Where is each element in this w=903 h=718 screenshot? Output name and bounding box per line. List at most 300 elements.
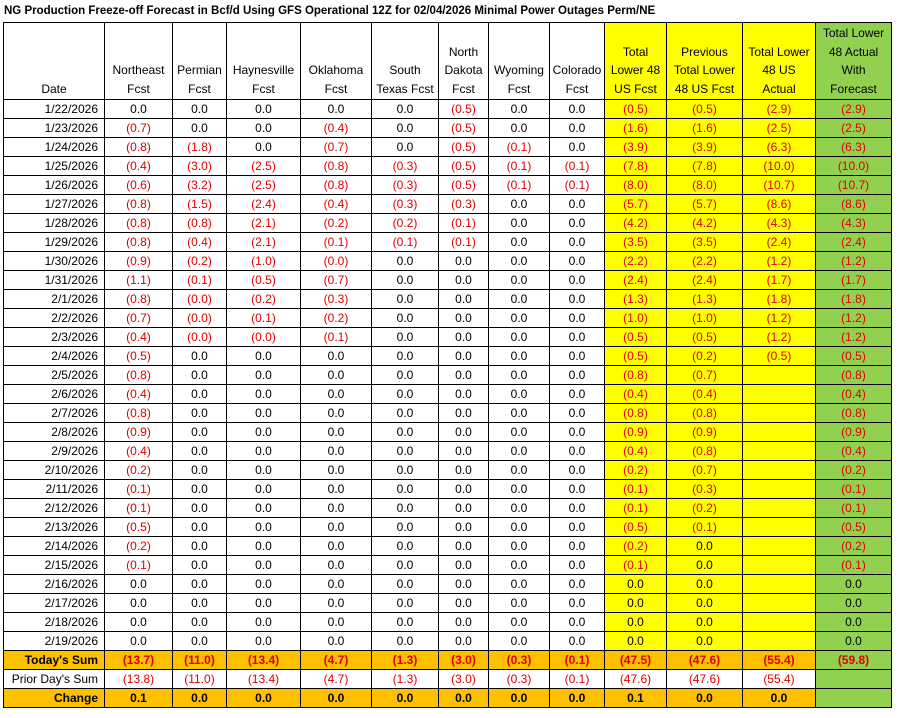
cell-total-fcst: (0.4)	[605, 385, 667, 404]
cell-date: 2/14/2026	[4, 537, 105, 556]
cell-wyoming: 0.0	[489, 480, 550, 499]
chg-cell-north-dakota: 0.0	[439, 689, 489, 708]
cell-south-texas: (0.2)	[372, 214, 439, 233]
cell-total-actual	[743, 613, 816, 632]
cell-actual-with-forecast: (4.3)	[816, 214, 892, 233]
cell-colorado: 0.0	[550, 613, 605, 632]
cell-oklahoma: 0.0	[301, 442, 372, 461]
cell-total-actual: (10.0)	[743, 157, 816, 176]
cell-date: 1/30/2026	[4, 252, 105, 271]
cell-colorado: 0.0	[550, 442, 605, 461]
cell-northeast: (0.1)	[105, 556, 173, 575]
cell-northeast: (0.5)	[105, 347, 173, 366]
cell-oklahoma: (0.2)	[301, 309, 372, 328]
table-row	[4, 423, 892, 442]
cell-total-actual: (1.8)	[743, 290, 816, 309]
cell-colorado: 0.0	[550, 347, 605, 366]
cell-haynesville: 0.0	[227, 594, 301, 613]
cell-actual-with-forecast: (1.2)	[816, 252, 892, 271]
header-total-actual: Total Lower 48 US Actual	[743, 23, 816, 100]
cell-south-texas: 0.0	[372, 499, 439, 518]
table-row	[4, 480, 892, 499]
cell-date: 1/29/2026	[4, 233, 105, 252]
cell-oklahoma: 0.0	[301, 632, 372, 651]
cell-date: 1/22/2026	[4, 100, 105, 119]
cell-oklahoma: (0.4)	[301, 195, 372, 214]
cell-north-dakota: 0.0	[439, 556, 489, 575]
cell-date: 2/7/2026	[4, 404, 105, 423]
sum-cell-colorado: (0.1)	[550, 651, 605, 670]
cell-north-dakota: (0.3)	[439, 195, 489, 214]
cell-total-fcst: (1.0)	[605, 309, 667, 328]
cell-date: 1/24/2026	[4, 138, 105, 157]
cell-south-texas: 0.0	[372, 575, 439, 594]
cell-date: 2/5/2026	[4, 366, 105, 385]
cell-oklahoma: (0.2)	[301, 214, 372, 233]
chg-cell-colorado: 0.0	[550, 689, 605, 708]
cell-wyoming: 0.0	[489, 366, 550, 385]
table-row	[4, 252, 892, 271]
sum-cell-previous-total-fcst: (47.6)	[667, 651, 743, 670]
cell-previous-total-fcst: (0.5)	[667, 328, 743, 347]
cell-actual-with-forecast: 0.0	[816, 613, 892, 632]
table-row	[4, 518, 892, 537]
cell-actual-with-forecast: (2.4)	[816, 233, 892, 252]
chg-cell-previous-total-fcst: 0.0	[667, 689, 743, 708]
cell-south-texas: 0.0	[372, 100, 439, 119]
cell-oklahoma: (0.3)	[301, 290, 372, 309]
cell-permian: 0.0	[173, 613, 227, 632]
report-title: NG Production Freeze-off Forecast in Bcf/d Using GFS Operational 12Z for 02/04/2026 Minimal Power Outages Perm/NE	[4, 5, 656, 17]
cell-permian: 0.0	[173, 594, 227, 613]
header-wyoming: Wyoming Fcst	[489, 23, 550, 100]
cell-previous-total-fcst: (0.7)	[667, 366, 743, 385]
cell-previous-total-fcst: (0.2)	[667, 499, 743, 518]
table-row	[4, 119, 892, 138]
cell-oklahoma: (0.0)	[301, 252, 372, 271]
cell-south-texas: (0.3)	[372, 157, 439, 176]
cell-permian: 0.0	[173, 404, 227, 423]
cell-south-texas: 0.0	[372, 537, 439, 556]
cell-north-dakota: 0.0	[439, 366, 489, 385]
cell-actual-with-forecast: (0.1)	[816, 556, 892, 575]
cell-wyoming: 0.0	[489, 328, 550, 347]
cell-south-texas: (0.3)	[372, 176, 439, 195]
table-row	[4, 556, 892, 575]
cell-oklahoma: 0.0	[301, 404, 372, 423]
chg-cell-total-fcst: 0.1	[605, 689, 667, 708]
cell-northeast: (0.4)	[105, 385, 173, 404]
cell-actual-with-forecast: (2.5)	[816, 119, 892, 138]
table-row	[4, 613, 892, 632]
cell-total-fcst: (0.2)	[605, 461, 667, 480]
cell-colorado: 0.0	[550, 594, 605, 613]
cell-date: 1/23/2026	[4, 119, 105, 138]
prior-cell-date: Prior Day's Sum	[4, 670, 105, 689]
cell-wyoming: 0.0	[489, 271, 550, 290]
cell-north-dakota: 0.0	[439, 423, 489, 442]
cell-permian: (1.8)	[173, 138, 227, 157]
cell-oklahoma: 0.0	[301, 423, 372, 442]
cell-wyoming: 0.0	[489, 233, 550, 252]
cell-date: 2/17/2026	[4, 594, 105, 613]
cell-south-texas: 0.0	[372, 404, 439, 423]
cell-colorado: (0.1)	[550, 157, 605, 176]
cell-previous-total-fcst: (2.2)	[667, 252, 743, 271]
cell-permian: 0.0	[173, 480, 227, 499]
cell-date: 2/11/2026	[4, 480, 105, 499]
cell-total-fcst: 0.0	[605, 594, 667, 613]
cell-date: 2/1/2026	[4, 290, 105, 309]
cell-oklahoma: 0.0	[301, 461, 372, 480]
cell-south-texas: 0.0	[372, 423, 439, 442]
cell-north-dakota: (0.5)	[439, 138, 489, 157]
cell-oklahoma: (0.1)	[301, 328, 372, 347]
cell-colorado: (0.1)	[550, 176, 605, 195]
cell-north-dakota: (0.5)	[439, 119, 489, 138]
cell-south-texas: (0.3)	[372, 195, 439, 214]
cell-total-actual	[743, 594, 816, 613]
cell-date: 1/28/2026	[4, 214, 105, 233]
cell-wyoming: (0.1)	[489, 138, 550, 157]
chg-cell-haynesville: 0.0	[227, 689, 301, 708]
cell-colorado: 0.0	[550, 404, 605, 423]
cell-wyoming: 0.0	[489, 195, 550, 214]
table-row	[4, 385, 892, 404]
cell-permian: (0.0)	[173, 309, 227, 328]
cell-northeast: (0.1)	[105, 480, 173, 499]
cell-colorado: 0.0	[550, 214, 605, 233]
cell-haynesville: (2.5)	[227, 157, 301, 176]
table-row	[4, 290, 892, 309]
cell-total-fcst: (1.6)	[605, 119, 667, 138]
cell-previous-total-fcst: (4.2)	[667, 214, 743, 233]
cell-date: 2/18/2026	[4, 613, 105, 632]
cell-permian: (0.8)	[173, 214, 227, 233]
cell-northeast: (0.8)	[105, 214, 173, 233]
prior-cell-total-actual: (55.4)	[743, 670, 816, 689]
cell-total-actual: (1.2)	[743, 328, 816, 347]
cell-total-actual: (1.2)	[743, 309, 816, 328]
prior-cell-permian: (11.0)	[173, 670, 227, 689]
table-body	[4, 100, 892, 708]
cell-oklahoma: (0.8)	[301, 157, 372, 176]
cell-total-actual	[743, 423, 816, 442]
cell-total-fcst: (4.2)	[605, 214, 667, 233]
cell-colorado: 0.0	[550, 480, 605, 499]
cell-previous-total-fcst: (0.1)	[667, 518, 743, 537]
header-haynesville: Haynesville Fcst	[227, 23, 301, 100]
cell-south-texas: 0.0	[372, 461, 439, 480]
cell-actual-with-forecast: (10.7)	[816, 176, 892, 195]
cell-date: 2/2/2026	[4, 309, 105, 328]
cell-total-fcst: (5.7)	[605, 195, 667, 214]
cell-date: 1/27/2026	[4, 195, 105, 214]
header-date: Date	[4, 23, 105, 100]
cell-total-fcst: (0.5)	[605, 100, 667, 119]
cell-total-fcst: (1.3)	[605, 290, 667, 309]
cell-haynesville: 0.0	[227, 556, 301, 575]
cell-previous-total-fcst: (1.3)	[667, 290, 743, 309]
cell-total-actual: (4.3)	[743, 214, 816, 233]
cell-north-dakota: 0.0	[439, 309, 489, 328]
table-row	[4, 271, 892, 290]
cell-south-texas: 0.0	[372, 366, 439, 385]
cell-south-texas: 0.0	[372, 138, 439, 157]
cell-total-actual: (2.4)	[743, 233, 816, 252]
cell-actual-with-forecast: (0.9)	[816, 423, 892, 442]
prior-cell-total-fcst: (47.6)	[605, 670, 667, 689]
cell-previous-total-fcst: (0.8)	[667, 442, 743, 461]
cell-previous-total-fcst: (0.9)	[667, 423, 743, 442]
cell-total-actual: (1.7)	[743, 271, 816, 290]
cell-north-dakota: 0.0	[439, 575, 489, 594]
cell-actual-with-forecast: (0.4)	[816, 385, 892, 404]
table-row	[4, 214, 892, 233]
header-permian: Permian Fcst	[173, 23, 227, 100]
table-row	[4, 176, 892, 195]
cell-total-actual	[743, 385, 816, 404]
cell-oklahoma: (0.7)	[301, 271, 372, 290]
cell-colorado: 0.0	[550, 537, 605, 556]
cell-haynesville: (2.1)	[227, 214, 301, 233]
cell-north-dakota: 0.0	[439, 328, 489, 347]
cell-previous-total-fcst: 0.0	[667, 613, 743, 632]
cell-haynesville: 0.0	[227, 100, 301, 119]
prior-row	[4, 670, 892, 689]
cell-colorado: 0.0	[550, 271, 605, 290]
sum-cell-total-actual: (55.4)	[743, 651, 816, 670]
cell-haynesville: 0.0	[227, 480, 301, 499]
cell-total-fcst: (3.9)	[605, 138, 667, 157]
cell-previous-total-fcst: 0.0	[667, 594, 743, 613]
cell-haynesville: (2.1)	[227, 233, 301, 252]
cell-northeast: (0.7)	[105, 309, 173, 328]
cell-total-fcst: (0.1)	[605, 499, 667, 518]
cell-total-actual	[743, 575, 816, 594]
cell-northeast: 0.0	[105, 632, 173, 651]
cell-previous-total-fcst: (0.3)	[667, 480, 743, 499]
cell-total-actual	[743, 499, 816, 518]
cell-permian: 0.0	[173, 575, 227, 594]
cell-total-fcst: (0.8)	[605, 366, 667, 385]
cell-northeast: (0.5)	[105, 518, 173, 537]
cell-total-fcst: (0.1)	[605, 556, 667, 575]
cell-oklahoma: 0.0	[301, 366, 372, 385]
cell-total-actual	[743, 556, 816, 575]
cell-total-actual	[743, 461, 816, 480]
cell-permian: (1.5)	[173, 195, 227, 214]
cell-northeast: (0.8)	[105, 366, 173, 385]
cell-northeast: (0.1)	[105, 499, 173, 518]
cell-northeast: (0.8)	[105, 195, 173, 214]
table-row	[4, 309, 892, 328]
cell-colorado: 0.0	[550, 385, 605, 404]
cell-south-texas: 0.0	[372, 290, 439, 309]
cell-date: 2/6/2026	[4, 385, 105, 404]
table-row	[4, 100, 892, 119]
cell-south-texas: 0.0	[372, 480, 439, 499]
cell-wyoming: 0.0	[489, 442, 550, 461]
sum-cell-oklahoma: (4.7)	[301, 651, 372, 670]
table-row	[4, 328, 892, 347]
cell-actual-with-forecast: (0.5)	[816, 518, 892, 537]
cell-haynesville: 0.0	[227, 537, 301, 556]
cell-permian: 0.0	[173, 442, 227, 461]
cell-previous-total-fcst: (0.2)	[667, 347, 743, 366]
cell-colorado: 0.0	[550, 309, 605, 328]
cell-haynesville: 0.0	[227, 442, 301, 461]
cell-actual-with-forecast: (0.2)	[816, 461, 892, 480]
cell-colorado: 0.0	[550, 366, 605, 385]
cell-total-actual: (1.2)	[743, 252, 816, 271]
table-row	[4, 594, 892, 613]
header-colorado: Colorado Fcst	[550, 23, 605, 100]
cell-colorado: 0.0	[550, 138, 605, 157]
cell-northeast: (0.8)	[105, 290, 173, 309]
cell-previous-total-fcst: 0.0	[667, 575, 743, 594]
cell-north-dakota: 0.0	[439, 442, 489, 461]
cell-previous-total-fcst: (2.4)	[667, 271, 743, 290]
cell-permian: 0.0	[173, 366, 227, 385]
prior-cell-wyoming: (0.3)	[489, 670, 550, 689]
sum-cell-date: Today's Sum	[4, 651, 105, 670]
cell-haynesville: 0.0	[227, 366, 301, 385]
cell-colorado: 0.0	[550, 233, 605, 252]
cell-colorado: 0.0	[550, 575, 605, 594]
cell-haynesville: (0.1)	[227, 309, 301, 328]
cell-colorado: 0.0	[550, 556, 605, 575]
cell-north-dakota: (0.5)	[439, 157, 489, 176]
cell-oklahoma: 0.0	[301, 480, 372, 499]
cell-total-fcst: (3.5)	[605, 233, 667, 252]
cell-south-texas: 0.0	[372, 271, 439, 290]
cell-colorado: 0.0	[550, 423, 605, 442]
cell-total-fcst: (8.0)	[605, 176, 667, 195]
chg-row	[4, 689, 892, 708]
cell-colorado: 0.0	[550, 195, 605, 214]
chg-cell-date: Change	[4, 689, 105, 708]
cell-south-texas: 0.0	[372, 613, 439, 632]
cell-date: 2/4/2026	[4, 347, 105, 366]
cell-wyoming: (0.1)	[489, 157, 550, 176]
cell-previous-total-fcst: (7.8)	[667, 157, 743, 176]
cell-north-dakota: (0.5)	[439, 100, 489, 119]
header-previous-total-fcst: Previous Total Lower 48 US Fcst	[667, 23, 743, 100]
table-row	[4, 195, 892, 214]
cell-total-actual	[743, 632, 816, 651]
cell-total-fcst: 0.0	[605, 632, 667, 651]
prior-cell-northeast: (13.8)	[105, 670, 173, 689]
cell-north-dakota: 0.0	[439, 594, 489, 613]
cell-total-fcst: (0.5)	[605, 518, 667, 537]
cell-total-actual: (2.9)	[743, 100, 816, 119]
cell-total-actual	[743, 518, 816, 537]
cell-wyoming: 0.0	[489, 385, 550, 404]
cell-actual-with-forecast: (1.8)	[816, 290, 892, 309]
cell-north-dakota: 0.0	[439, 347, 489, 366]
cell-date: 2/19/2026	[4, 632, 105, 651]
prior-cell-haynesville: (13.4)	[227, 670, 301, 689]
cell-northeast: (0.7)	[105, 119, 173, 138]
cell-north-dakota: 0.0	[439, 480, 489, 499]
cell-oklahoma: 0.0	[301, 100, 372, 119]
cell-permian: (0.2)	[173, 252, 227, 271]
cell-date: 2/13/2026	[4, 518, 105, 537]
header-total-lower48-fcst: Total Lower 48 US Fcst	[605, 23, 667, 100]
cell-wyoming: 0.0	[489, 309, 550, 328]
cell-total-fcst: (0.1)	[605, 480, 667, 499]
cell-north-dakota: 0.0	[439, 518, 489, 537]
cell-wyoming: 0.0	[489, 556, 550, 575]
cell-haynesville: 0.0	[227, 404, 301, 423]
cell-north-dakota: 0.0	[439, 537, 489, 556]
cell-wyoming: 0.0	[489, 461, 550, 480]
table-row	[4, 233, 892, 252]
cell-haynesville: 0.0	[227, 347, 301, 366]
cell-permian: 0.0	[173, 119, 227, 138]
cell-wyoming: 0.0	[489, 518, 550, 537]
cell-north-dakota: (0.1)	[439, 214, 489, 233]
cell-northeast: 0.0	[105, 613, 173, 632]
cell-wyoming: 0.0	[489, 252, 550, 271]
cell-oklahoma: (0.4)	[301, 119, 372, 138]
cell-permian: 0.0	[173, 461, 227, 480]
cell-haynesville: 0.0	[227, 575, 301, 594]
cell-date: 2/15/2026	[4, 556, 105, 575]
cell-permian: (3.0)	[173, 157, 227, 176]
cell-oklahoma: 0.0	[301, 537, 372, 556]
cell-wyoming: 0.0	[489, 119, 550, 138]
cell-northeast: (0.8)	[105, 404, 173, 423]
cell-oklahoma: 0.0	[301, 575, 372, 594]
cell-previous-total-fcst: 0.0	[667, 556, 743, 575]
cell-total-actual	[743, 442, 816, 461]
cell-previous-total-fcst: (0.4)	[667, 385, 743, 404]
prior-cell-actual-with-forecast	[816, 670, 892, 689]
cell-date: 2/8/2026	[4, 423, 105, 442]
cell-total-actual: (8.6)	[743, 195, 816, 214]
cell-south-texas: (0.1)	[372, 233, 439, 252]
prior-cell-colorado: (0.1)	[550, 670, 605, 689]
cell-north-dakota: 0.0	[439, 404, 489, 423]
chg-cell-permian: 0.0	[173, 689, 227, 708]
cell-south-texas: 0.0	[372, 556, 439, 575]
cell-previous-total-fcst: (3.5)	[667, 233, 743, 252]
cell-oklahoma: 0.0	[301, 347, 372, 366]
cell-total-fcst: 0.0	[605, 613, 667, 632]
cell-colorado: 0.0	[550, 499, 605, 518]
cell-northeast: (0.4)	[105, 328, 173, 347]
forecast-table	[3, 22, 892, 708]
cell-date: 1/26/2026	[4, 176, 105, 195]
cell-total-actual: (10.7)	[743, 176, 816, 195]
cell-total-fcst: (2.2)	[605, 252, 667, 271]
cell-total-actual	[743, 537, 816, 556]
cell-northeast: (0.8)	[105, 233, 173, 252]
cell-total-actual	[743, 404, 816, 423]
table-row	[4, 575, 892, 594]
cell-total-fcst: (0.4)	[605, 442, 667, 461]
cell-actual-with-forecast: (0.4)	[816, 442, 892, 461]
cell-actual-with-forecast: (10.0)	[816, 157, 892, 176]
cell-south-texas: 0.0	[372, 632, 439, 651]
cell-previous-total-fcst: (3.9)	[667, 138, 743, 157]
chg-cell-wyoming: 0.0	[489, 689, 550, 708]
cell-total-fcst: (7.8)	[605, 157, 667, 176]
cell-oklahoma: 0.0	[301, 518, 372, 537]
cell-haynesville: (2.5)	[227, 176, 301, 195]
